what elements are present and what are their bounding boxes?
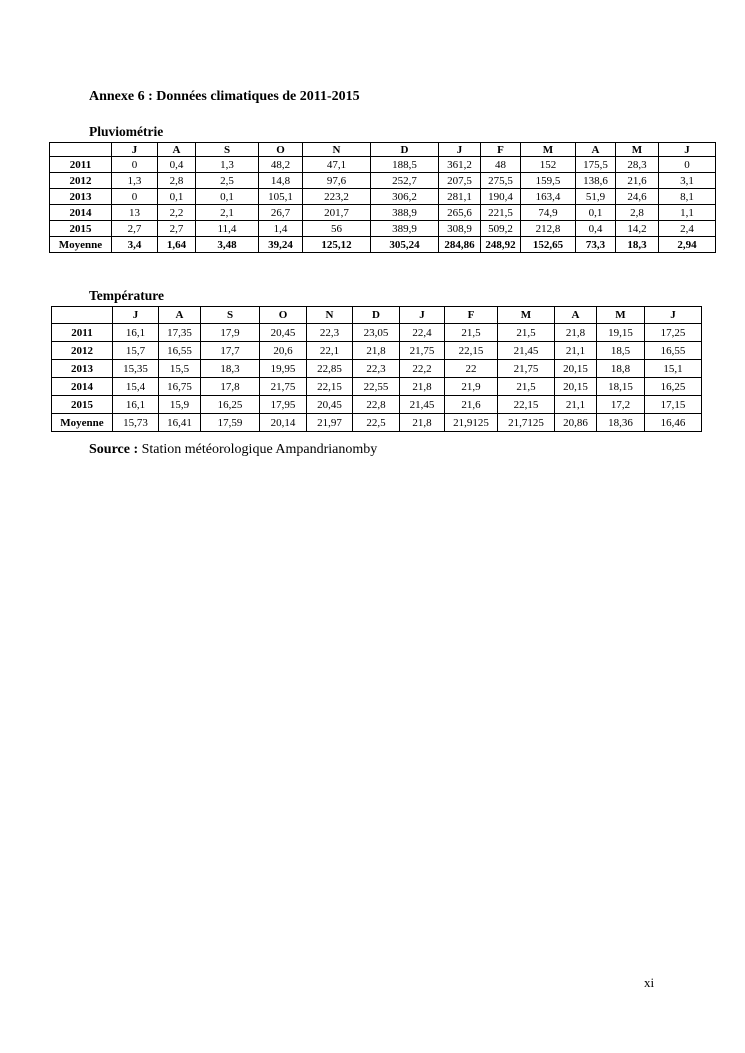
rainfall-row-label: 2013 (50, 189, 112, 205)
rainfall-corner-cell (50, 143, 112, 157)
temperature-cell: 21,1 (555, 396, 597, 414)
temperature-month-header: N (307, 307, 353, 324)
rainfall-cell: 39,24 (259, 237, 303, 253)
temperature-cell: 17,9 (201, 324, 260, 342)
temperature-row-label: 2013 (52, 360, 113, 378)
temperature-cell: 20,14 (260, 414, 307, 432)
temperature-row (52, 360, 702, 378)
temperature-month-header: M (498, 307, 555, 324)
rainfall-cell: 388,9 (371, 205, 439, 221)
rainfall-month-header: A (576, 143, 616, 157)
temperature-cell: 16,41 (159, 414, 201, 432)
temperature-cell: 17,95 (260, 396, 307, 414)
rainfall-cell: 14,2 (616, 221, 659, 237)
rainfall-month-header: F (481, 143, 521, 157)
rainfall-header-row (50, 143, 716, 157)
rainfall-cell: 138,6 (576, 173, 616, 189)
rainfall-cell: 152 (521, 157, 576, 173)
temperature-cell: 22,15 (445, 342, 498, 360)
rainfall-month-header: N (303, 143, 371, 157)
rainfall-month-header: J (439, 143, 481, 157)
temperature-cell: 19,95 (260, 360, 307, 378)
temperature-cell: 17,2 (597, 396, 645, 414)
rainfall-month-header: M (616, 143, 659, 157)
rainfall-row (50, 189, 716, 205)
temperature-cell: 20,6 (260, 342, 307, 360)
rainfall-cell: 97,6 (303, 173, 371, 189)
rainfall-cell: 2,7 (158, 221, 196, 237)
temperature-cell: 21,75 (498, 360, 555, 378)
rainfall-cell: 11,4 (196, 221, 259, 237)
rainfall-cell: 389,9 (371, 221, 439, 237)
temperature-cell: 22,85 (307, 360, 353, 378)
rainfall-cell: 2,1 (196, 205, 259, 221)
rainfall-month-header: S (196, 143, 259, 157)
temperature-month-header: A (555, 307, 597, 324)
rainfall-cell: 188,5 (371, 157, 439, 173)
temperature-month-header: O (260, 307, 307, 324)
temperature-row-label: 2014 (52, 378, 113, 396)
rainfall-cell: 190,4 (481, 189, 521, 205)
rainfall-cell: 1,4 (259, 221, 303, 237)
temperature-month-header: D (353, 307, 400, 324)
temperature-cell: 17,25 (645, 324, 702, 342)
temperature-cell: 18,15 (597, 378, 645, 396)
temperature-month-header: J (113, 307, 159, 324)
rainfall-cell: 0,1 (576, 205, 616, 221)
temperature-row-label: 2015 (52, 396, 113, 414)
rainfall-cell: 361,2 (439, 157, 481, 173)
temperature-cell: 17,8 (201, 378, 260, 396)
temperature-cell: 18,8 (597, 360, 645, 378)
temperature-cell: 21,1 (555, 342, 597, 360)
rainfall-cell: 74,9 (521, 205, 576, 221)
rainfall-month-header: D (371, 143, 439, 157)
rainfall-row-label: 2011 (50, 157, 112, 173)
rainfall-cell: 252,7 (371, 173, 439, 189)
rainfall-cell: 201,7 (303, 205, 371, 221)
temperature-cell: 21,45 (400, 396, 445, 414)
rainfall-cell: 8,1 (659, 189, 716, 205)
rainfall-month-header: O (259, 143, 303, 157)
rainfall-table (49, 142, 716, 253)
rainfall-cell: 0,4 (576, 221, 616, 237)
rainfall-cell: 308,9 (439, 221, 481, 237)
rainfall-cell: 0,1 (158, 189, 196, 205)
temperature-cell: 20,86 (555, 414, 597, 432)
temperature-cell: 21,5 (498, 324, 555, 342)
rainfall-cell: 18,3 (616, 237, 659, 253)
temperature-row (52, 324, 702, 342)
rainfall-row (50, 221, 716, 237)
temperature-header-row (52, 307, 702, 324)
rainfall-row (50, 237, 716, 253)
page-number: xi (644, 975, 655, 990)
temperature-cell: 16,1 (113, 324, 159, 342)
temperature-row-label: 2011 (52, 324, 113, 342)
temperature-cell: 17,15 (645, 396, 702, 414)
temperature-cell: 22,15 (307, 378, 353, 396)
rainfall-cell: 0,1 (196, 189, 259, 205)
page-title: Annexe 6 : Données climatiques de 2011-2015 (89, 89, 360, 104)
rainfall-month-header: J (659, 143, 716, 157)
temperature-heading: Température (89, 288, 164, 303)
temperature-cell: 20,15 (555, 378, 597, 396)
rainfall-cell: 265,6 (439, 205, 481, 221)
temperature-cell: 22,1 (307, 342, 353, 360)
temperature-cell: 16,55 (645, 342, 702, 360)
temperature-month-header: J (645, 307, 702, 324)
temperature-cell: 16,25 (201, 396, 260, 414)
rainfall-cell: 0 (112, 189, 158, 205)
source-text: Station météorologique Ampandrianomby (141, 442, 378, 457)
temperature-cell: 17,7 (201, 342, 260, 360)
temperature-cell: 22,3 (307, 324, 353, 342)
temperature-row (52, 414, 702, 432)
rainfall-cell: 21,6 (616, 173, 659, 189)
temperature-cell: 22 (445, 360, 498, 378)
rainfall-cell: 14,8 (259, 173, 303, 189)
temperature-cell: 20,45 (307, 396, 353, 414)
rainfall-row-label: Moyenne (50, 237, 112, 253)
temperature-cell: 17,59 (201, 414, 260, 432)
rainfall-month-header: J (112, 143, 158, 157)
rainfall-cell: 163,4 (521, 189, 576, 205)
rainfall-cell: 47,1 (303, 157, 371, 173)
rainfall-cell: 281,1 (439, 189, 481, 205)
temperature-cell: 22,5 (353, 414, 400, 432)
temperature-cell: 21,9125 (445, 414, 498, 432)
temperature-cell: 15,9 (159, 396, 201, 414)
temperature-cell: 16,1 (113, 396, 159, 414)
rainfall-cell: 221,5 (481, 205, 521, 221)
temperature-cell: 21,6 (445, 396, 498, 414)
rainfall-cell: 1,3 (196, 157, 259, 173)
rainfall-row-label: 2015 (50, 221, 112, 237)
rainfall-cell: 24,6 (616, 189, 659, 205)
rainfall-cell: 3,48 (196, 237, 259, 253)
rainfall-cell: 105,1 (259, 189, 303, 205)
rainfall-cell: 284,86 (439, 237, 481, 253)
rainfall-cell: 207,5 (439, 173, 481, 189)
rainfall-cell: 2,94 (659, 237, 716, 253)
temperature-cell: 23,05 (353, 324, 400, 342)
temperature-cell: 15,4 (113, 378, 159, 396)
rainfall-cell: 3,1 (659, 173, 716, 189)
temperature-cell: 22,15 (498, 396, 555, 414)
temperature-cell: 21,8 (555, 324, 597, 342)
rainfall-cell: 175,5 (576, 157, 616, 173)
rainfall-cell: 73,3 (576, 237, 616, 253)
rainfall-cell: 1,3 (112, 173, 158, 189)
rainfall-cell: 159,5 (521, 173, 576, 189)
rainfall-cell: 152,65 (521, 237, 576, 253)
temperature-cell: 17,35 (159, 324, 201, 342)
temperature-cell: 16,25 (645, 378, 702, 396)
temperature-cell: 21,8 (400, 414, 445, 432)
temperature-cell: 21,75 (400, 342, 445, 360)
temperature-cell: 15,73 (113, 414, 159, 432)
rainfall-cell: 223,2 (303, 189, 371, 205)
rainfall-cell: 248,92 (481, 237, 521, 253)
temperature-cell: 20,15 (555, 360, 597, 378)
rainfall-cell: 48 (481, 157, 521, 173)
temperature-cell: 22,3 (353, 360, 400, 378)
temperature-cell: 19,15 (597, 324, 645, 342)
rainfall-cell: 2,4 (659, 221, 716, 237)
rainfall-cell: 2,8 (616, 205, 659, 221)
temperature-row (52, 342, 702, 360)
temperature-row-label: Moyenne (52, 414, 113, 432)
temperature-cell: 22,4 (400, 324, 445, 342)
temperature-cell: 21,8 (400, 378, 445, 396)
rainfall-cell: 306,2 (371, 189, 439, 205)
rainfall-cell: 305,24 (371, 237, 439, 253)
temperature-cell: 18,36 (597, 414, 645, 432)
temperature-corner-cell (52, 307, 113, 324)
temperature-row-label: 2012 (52, 342, 113, 360)
rainfall-cell: 275,5 (481, 173, 521, 189)
rainfall-cell: 212,8 (521, 221, 576, 237)
temperature-row (52, 378, 702, 396)
rainfall-cell: 2,5 (196, 173, 259, 189)
temperature-month-header: J (400, 307, 445, 324)
rainfall-cell: 26,7 (259, 205, 303, 221)
rainfall-cell: 1,1 (659, 205, 716, 221)
temperature-cell: 21,97 (307, 414, 353, 432)
rainfall-cell: 56 (303, 221, 371, 237)
rainfall-cell: 1,64 (158, 237, 196, 253)
source-note (89, 442, 377, 458)
temperature-cell: 15,1 (645, 360, 702, 378)
temperature-cell: 15,5 (159, 360, 201, 378)
temperature-cell: 21,8 (353, 342, 400, 360)
temperature-cell: 22,8 (353, 396, 400, 414)
rainfall-cell: 48,2 (259, 157, 303, 173)
temperature-cell: 22,2 (400, 360, 445, 378)
rainfall-cell: 0 (112, 157, 158, 173)
rainfall-cell: 51,9 (576, 189, 616, 205)
temperature-cell: 21,5 (498, 378, 555, 396)
rainfall-cell: 2,8 (158, 173, 196, 189)
temperature-cell: 21,45 (498, 342, 555, 360)
rainfall-cell: 28,3 (616, 157, 659, 173)
temperature-cell: 22,55 (353, 378, 400, 396)
rainfall-month-header: M (521, 143, 576, 157)
rainfall-cell: 2,7 (112, 221, 158, 237)
rainfall-row (50, 173, 716, 189)
temperature-cell: 21,75 (260, 378, 307, 396)
rainfall-cell: 0,4 (158, 157, 196, 173)
temperature-cell: 16,46 (645, 414, 702, 432)
temperature-cell: 15,7 (113, 342, 159, 360)
rainfall-cell: 13 (112, 205, 158, 221)
temperature-cell: 15,35 (113, 360, 159, 378)
rainfall-row (50, 205, 716, 221)
rainfall-cell: 0 (659, 157, 716, 173)
temperature-cell: 16,75 (159, 378, 201, 396)
rainfall-heading: Pluviométrie (89, 124, 164, 139)
rainfall-row (50, 157, 716, 173)
temperature-cell: 21,9 (445, 378, 498, 396)
temperature-cell: 20,45 (260, 324, 307, 342)
temperature-month-header: M (597, 307, 645, 324)
temperature-month-header: A (159, 307, 201, 324)
source-label: Source : (89, 442, 139, 457)
temperature-month-header: S (201, 307, 260, 324)
temperature-cell: 18,5 (597, 342, 645, 360)
temperature-cell: 21,7125 (498, 414, 555, 432)
temperature-cell: 16,55 (159, 342, 201, 360)
rainfall-month-header: A (158, 143, 196, 157)
temperature-row (52, 396, 702, 414)
rainfall-row-label: 2012 (50, 173, 112, 189)
temperature-table (51, 306, 702, 432)
rainfall-cell: 3,4 (112, 237, 158, 253)
rainfall-row-label: 2014 (50, 205, 112, 221)
rainfall-cell: 125,12 (303, 237, 371, 253)
rainfall-cell: 509,2 (481, 221, 521, 237)
temperature-month-header: F (445, 307, 498, 324)
temperature-cell: 21,5 (445, 324, 498, 342)
rainfall-cell: 2,2 (158, 205, 196, 221)
temperature-cell: 18,3 (201, 360, 260, 378)
